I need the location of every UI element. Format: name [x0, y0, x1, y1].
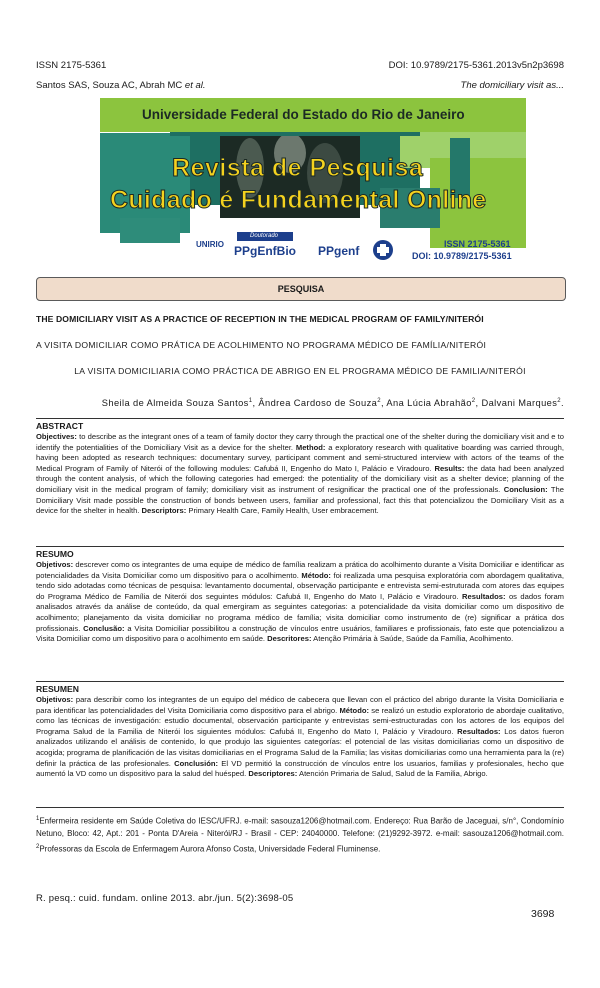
banner-university: Universidade Federal do Estado do Rio de Janeiro: [142, 107, 465, 122]
resumo-section: [36, 549, 564, 645]
footnote: [36, 813, 564, 856]
rule-resumo: [36, 546, 564, 547]
footnote-text: Enfermeira residente em Saúde Coletiva do IESC/UFRJ. e-mail: sasouza1206@hotmail.com. Endereço: Rua Barão de Jaceguai, s/n°, Condomínio Netuno, Bloco: 42, Apt.: 201 - Ponta D'Areia - Niterói/RJ - Brasil - CEP: 24040000. Telefone: (21)9292-3972. e-mail: sasouza1206@hotmail.com.: [36, 816, 564, 839]
abstract-body: Objectives: to describe as the integrant ones of a team of family doctor they carry through the practical one of the shelter during the domiciliary visit and e to identify the potentialities of the Domiciliary Visit as a device for the shelter. Method: a exploratory research with qualitative boarding was carried through, having been adopted as research techniques: documentary survey, participant comment and semi-structured interview with actors of the teams of the Medical Program of Family of Niterói of the following modules: Cafubá II, Engenho do Mato I, Palácio e Viradouro. Results: the data had been analyzed through the content analysis, of which the following categories had emerged: the potentiality of the domiciliary visit as a shelter device; planning of the domiciliary visit in the medical program of family; domiciliary visit as instrument of resignificar the practical one of the professionals. Conclusion: The Domiciliary Visit made possible the construction of bonds between users, familiar and professional, fact this that potencializou the Domiciliary Visit as a device for the shelter in health. Descriptors: Primary Health Care, Family Health, User embracement.: [36, 432, 565, 516]
abstract-heading: ABSTRACT: [36, 421, 84, 431]
logo-ppgenf: PPgenf: [318, 244, 360, 258]
rule-footnote: [36, 807, 564, 808]
running-title: The domiciliary visit as...: [460, 80, 564, 91]
author-list: [36, 398, 564, 408]
section-label: PESQUISA: [36, 277, 566, 301]
footnote-marker: 1: [36, 816, 40, 822]
running-authors-names: Santos SAS, Souza AC, Abrah MC: [36, 80, 183, 91]
running-authors-etal: et al.: [184, 80, 206, 91]
banner-doi: DOI: 10.9789/2175-5361: [412, 251, 512, 261]
doi-header: DOI: 10.9789/2175-5361.2013v5n2p3698: [388, 60, 564, 71]
rule-resumen: [36, 681, 564, 682]
footnote-marker: 2: [36, 843, 40, 850]
page-number: 3698: [531, 908, 555, 920]
author: Dalvani Marques$^2$.: [481, 398, 564, 409]
rule-abstract: [36, 418, 564, 419]
resumen-heading: RESUMEN: [36, 684, 79, 694]
banner-journal-line1: Revista de Pesquisa: [172, 154, 424, 182]
citation: R. pesq.: cuid. fundam. online 2013. abr./jun. 5(2):3698-05: [36, 893, 294, 904]
resumo-body: Objetivos: descrever como os integrantes de uma equipe de médico de família realizam a prática do acolhimento durante a Visita Domiciliar e identificar as potencialidades da Visita Domiciliar como um dispositivo para o acolhimento. Método: foi realizada uma pesquisa exploratória com abordagem qualitativa, tendo sido adotadas como técnicas de pesquisa: levantamento documental, observação participante e entrevista semi-estruturada com atores das equipes do Programa Médico de Família de Niterói dos seguintes módulos: Cafubá II, Engenho do Mato I, Palácio e Viradouro. Resultados: os dados foram analisados através da análise de conteúdo, da qual emergiram as seguintes categorias: a potencialidade da visita domiciliar como um dispositivo de acolhimento; planejamento da visita domiciliar no programa médico de família; visita domiciliar como instrumento de (re) significar a prática dos profissionais. Conclusão: a Visita Domiciliar possibilitou a construção de vínculos entre usuários, familiares e profissionais, fato este que potencializou a Visita Domiciliar como um dispositivo para o acolhimento em saúde. Descritores: Atenção Primária à Saúde, Saúde da Família, Acolhimento.: [36, 560, 564, 644]
logo-unirio: UNIRIO: [196, 240, 224, 249]
resumen-body: Objetivos: para describir como los integrantes de un equipo del médico de cabecera que llevan con el práctico del abrigo durante la Visita Domiciliaria e para identificar las potencialidades del Visita Domiciliaria como dispositivo para el abrigo. Método: se realizó un estudio exploratorio de abordaje cualitativo, como las técnicas de investigación: estudio documental, observación participante y entrevistas semi-estructuradas con los actores de los equipos del Programa Salud de la Familia de Niterói los siguientes módulos: Cafubá II, Engenho do Mato I, Palácio y Viradouro. Resultados: Los datos fueron analizados utilizando el análisis de contenido, lo que produjo las siguientes categorías: el potencial de las visitas domiciliarias como un dispositivo de acogida; programa de planificación de las visitas domiciliarias en el Programa Salud de la Familia; las visitas domiciliarias como una herramienta para la (re) definir la práctica de las profesionales. Conclusión: El VD permitió la construcción de vínculos entre los usuarios, familias y profesionales, hecho que aumentó la VD como un dispositivo para la salud del huésped. Descriptores: Atención Primaria de Salud, Salud de la Familia, Abrigo.: [36, 695, 564, 779]
author: Ana Lúcia Abrahão$^2$,: [386, 398, 482, 409]
banner-journal-line2: Cuidado é Fundamental Online: [110, 186, 487, 214]
banner-issn: ISSN 2175-5361: [444, 239, 511, 249]
logo-ppgenfbio: PPgEnfBio: [234, 244, 296, 258]
logo-doutorado: Doutorado: [250, 233, 279, 239]
author: Ândrea Cardoso de Souza$^2$,: [258, 398, 387, 409]
running-authors: [36, 80, 206, 91]
resumen-section: [36, 684, 564, 780]
title-english: THE DOMICILIARY VISIT AS A PRACTICE OF RECEPTION IN THE MEDICAL PROGRAM OF FAMILY/NITERÓI: [36, 314, 484, 324]
title-portuguese: A VISITA DOMICILIAR COMO PRÁTICA DE ACOLHIMENTO NO PROGRAMA MÉDICO DE FAMÍLIA/NITERÓI: [36, 340, 487, 350]
author: Sheila de Almeida Souza Santos$^1$,: [101, 398, 259, 409]
footnote-text: Professoras da Escola de Enfermagem Aurora Afonso Costa, Universidade Federal Fluminense.: [39, 844, 381, 854]
resumo-heading: RESUMO: [36, 549, 74, 559]
title-spanish: LA VISITA DOMICILIARIA COMO PRÁCTICA DE ABRIGO EN EL PROGRAMA MÉDICO DE FAMILIA/NITERÓI: [74, 366, 526, 376]
issn-header: ISSN 2175-5361: [36, 60, 107, 71]
abstract-section: [36, 421, 564, 517]
journal-banner: [100, 98, 526, 270]
